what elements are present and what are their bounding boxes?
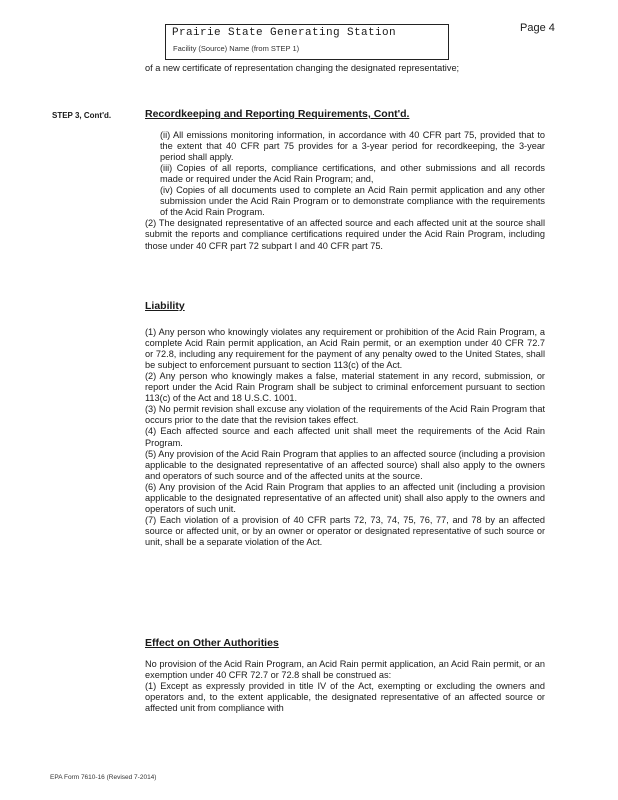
form-footer: EPA Form 7610-16 (Revised 7-2014) (50, 774, 157, 781)
facility-name-caption: Facility (Source) Name (from STEP 1) (173, 44, 300, 53)
intro-text: of a new certificate of representation changing the designated representative; (145, 63, 460, 73)
page-number: Page 4 (520, 22, 555, 34)
effect-section (145, 638, 545, 714)
liability-item: (5) Any provision of the Acid Rain Program that applies to an affected source (including a provision applicable to the designated representative of an affected source) shall also apply to the owners and operators of such source and of the affected units at the source. (145, 448, 545, 481)
recordkeeping-item: (iii) Copies of all reports, compliance certifications, and other submissions and all records made or required under the Acid Rain Program; and, (160, 163, 545, 185)
recordkeeping-section (145, 109, 545, 252)
liability-item: (4) Each affected source and each affected unit shall meet the requirements of the Acid Rain Program. (145, 426, 545, 448)
section-heading-liability: Liability (145, 300, 185, 312)
liability-item: (7) Each violation of a provision of 40 CFR parts 72, 73, 74, 75, 76, 77, and 78 by an affected source or affected unit, or by an owner or operator or designated representative of such source or unit, shall be a separate violation of the Act. (145, 514, 545, 547)
liability-item: (1) Any person who knowingly violates any requirement or prohibition of the Acid Rain Program, a complete Acid Rain permit application, an Acid Rain permit, or an exemption under 40 CFR 72.7 or 72.8, including any requirement for the payment of any penalty owed to the United States, shall be subject to enforcement pursuant to section 113(c) of the Act. (145, 327, 545, 371)
liability-item: (2) Any person who knowingly makes a false, material statement in any record, submission, or report under the Acid Rain Program shall be subject to criminal enforcement pursuant to section 113(c) of the Act and 18 U.S.C. 1001. (145, 371, 545, 404)
recordkeeping-item: (ii) All emissions monitoring information, in accordance with 40 CFR part 75, provided that to the extent that 40 CFR part 75 provides for a 3-year period for recordkeeping, the 3-year period shall apply. (160, 130, 545, 163)
effect-item: (1) Except as expressly provided in title IV of the Act, exempting or excluding the owners and operators and, to the extent applicable, the designated representative of an affected source or affected unit from compliance with (145, 681, 545, 714)
recordkeeping-item: (2) The designated representative of an affected source and each affected unit at the source shall submit the reports and compliance certifications required under the Acid Rain Program, including those under 40 CFR part 72 subpart I and 40 CFR part 75. (145, 218, 545, 251)
step-label: STEP 3, Cont'd. (52, 111, 112, 120)
section-heading-recordkeeping: Recordkeeping and Reporting Requirements, Cont'd. (145, 108, 410, 120)
intro-continuation (145, 63, 545, 74)
liability-section (145, 301, 545, 548)
recordkeeping-item: (iv) Copies of all documents used to complete an Acid Rain permit application and any other submission under the Acid Rain Program or to demonstrate compliance with the requirements of the Acid Rain Program. (160, 185, 545, 218)
liability-item: (6) Any provision of the Acid Rain Program that applies to an affected unit (including a provision applicable to the designated representative of an affected unit) shall also apply to the owners and operators of such unit. (145, 481, 545, 514)
effect-item: No provision of the Acid Rain Program, an Acid Rain permit application, an Acid Rain permit, or an exemption under 40 CFR 72.7 or 72.8 shall be construed as: (145, 659, 545, 681)
section-heading-effect: Effect on Other Authorities (145, 637, 279, 649)
facility-name: Prairie State Generating Station (172, 27, 397, 39)
liability-item: (3) No permit revision shall excuse any violation of the requirements of the Acid Rain Program that occurs prior to the date that the revision takes effect. (145, 404, 545, 426)
